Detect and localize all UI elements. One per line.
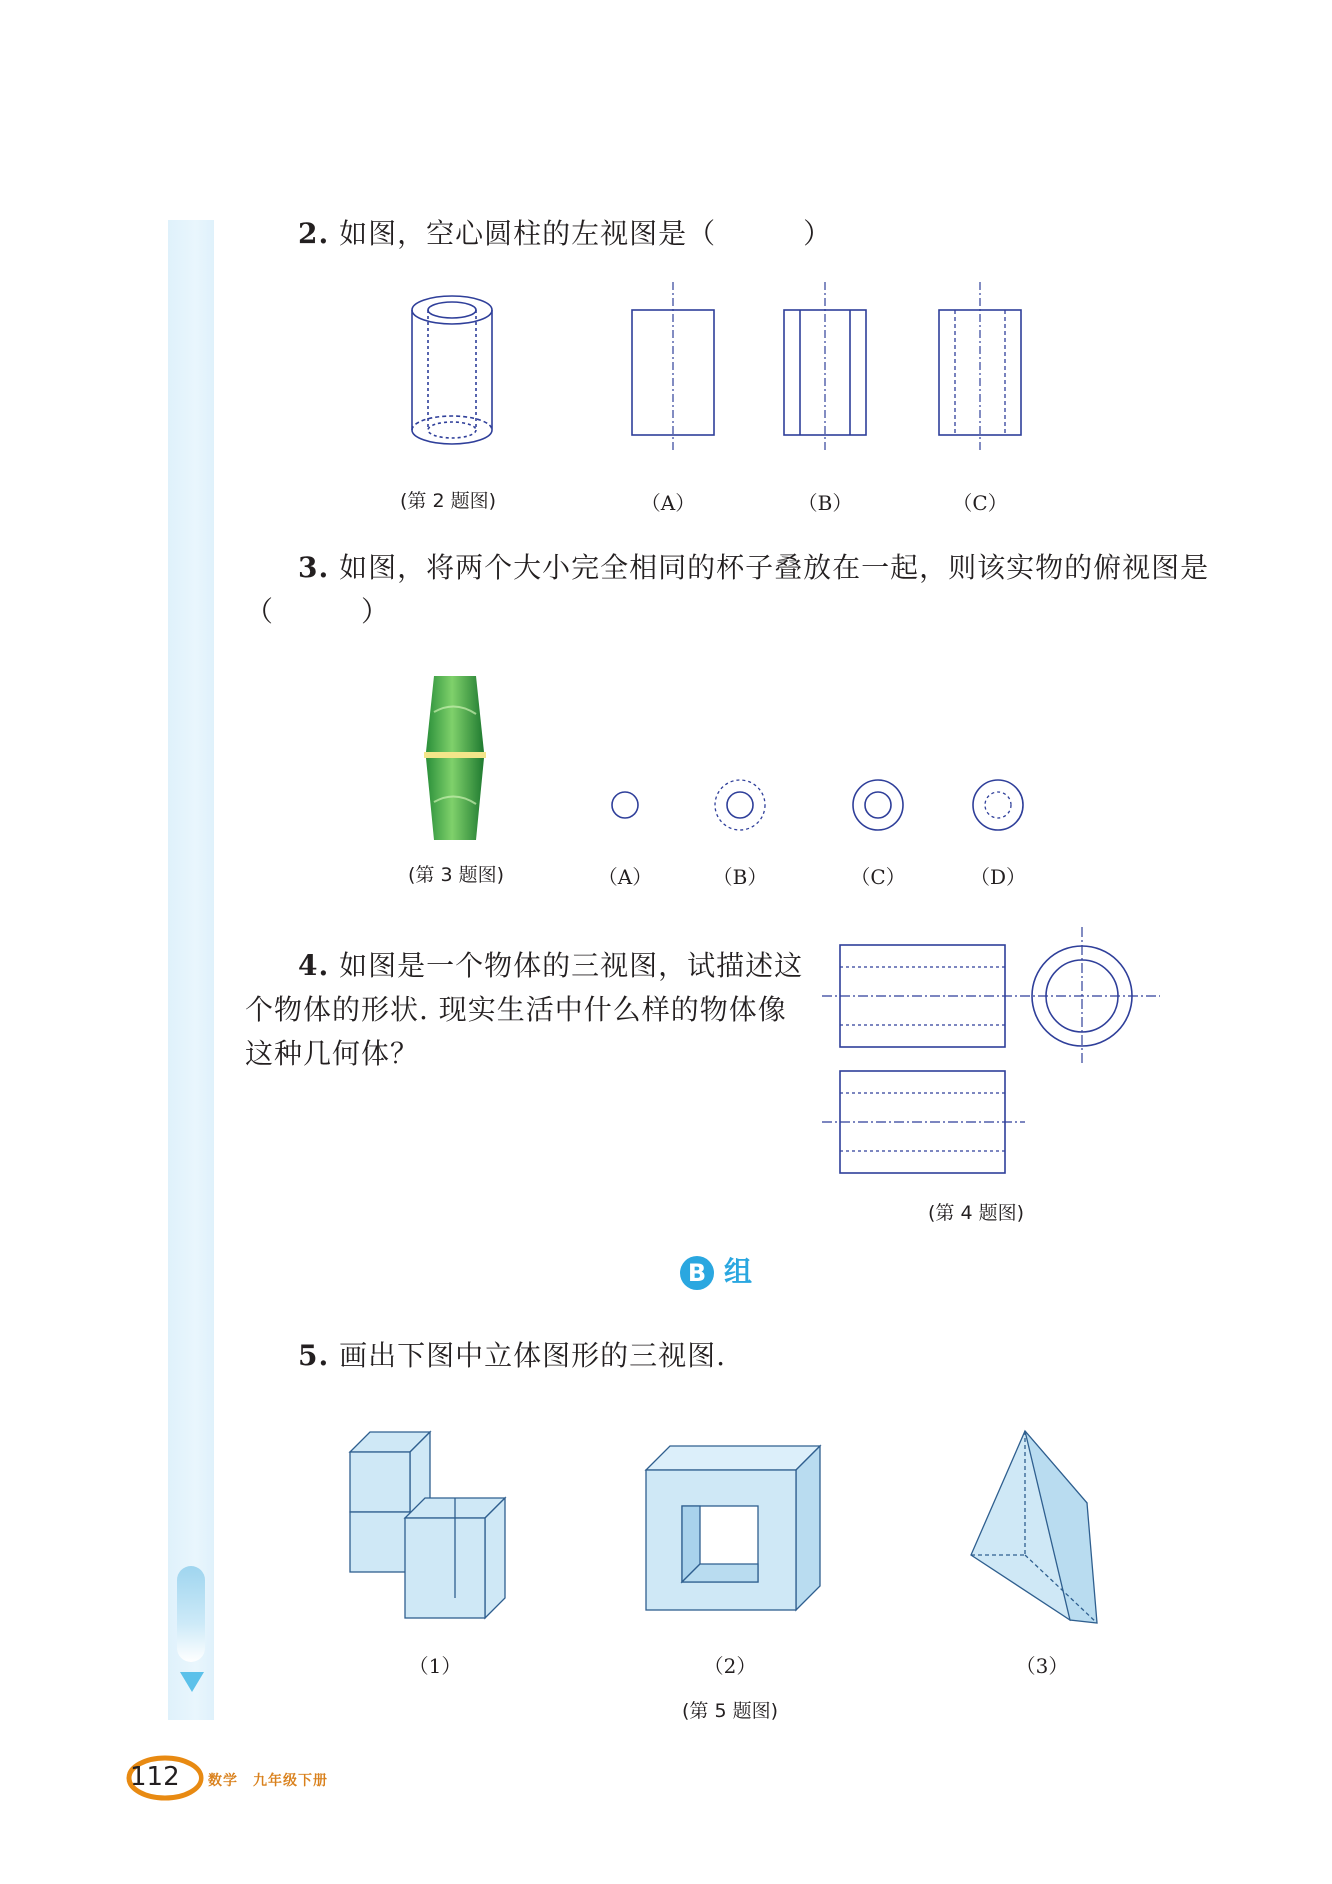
solid-1-stacked-cubes <box>340 1420 520 1630</box>
figure-5-caption: (第 5 题图) <box>682 1700 778 1722</box>
down-arrow-icon <box>180 1672 204 1692</box>
stacked-cups-photo <box>420 672 490 847</box>
group-b-heading <box>680 1250 752 1290</box>
question-3-number: 3. <box>298 551 330 584</box>
question-2-number: 2. <box>298 217 330 250</box>
book-title: 数学 九年级下册 <box>208 1773 328 1789</box>
q3-option-b-figure <box>710 775 770 835</box>
page-number: 112 <box>130 1762 180 1792</box>
q2-option-a-label: （A） <box>640 491 696 515</box>
question-5-text: 画出下图中立体图形的三视图. <box>339 1339 727 1372</box>
q2-option-b-label: （B） <box>797 491 853 515</box>
solid-3-label: （3） <box>1015 1654 1069 1678</box>
hollow-cylinder-figure <box>395 280 515 460</box>
solid-2-hollow-cube <box>640 1440 830 1630</box>
q3-option-d-label: （D） <box>969 865 1027 889</box>
group-b-letter: B <box>680 1256 714 1290</box>
question-4-line1 <box>298 944 803 988</box>
question-4-text-line3: 这种几何体？ <box>245 1037 420 1070</box>
group-b-label: 组 <box>724 1255 753 1288</box>
solid-3-triangular-prism <box>965 1425 1105 1635</box>
three-view-drawing <box>820 925 1170 1190</box>
solid-2-label: （2） <box>703 1654 757 1678</box>
q3-option-a-label: （A） <box>597 865 653 889</box>
question-5-number: 5. <box>298 1339 330 1372</box>
question-3-text-line1: 如图，将两个大小完全相同的杯子叠放在一起，则该实物的俯视图是 <box>339 551 1210 584</box>
question-5 <box>298 1334 726 1378</box>
question-3-text-line2: （ ） <box>245 595 391 628</box>
q3-option-b-label: （B） <box>712 865 768 889</box>
sidebar-strip <box>168 220 214 1720</box>
figure-3-caption: (第 3 题图) <box>408 864 504 886</box>
q3-option-c-figure <box>848 775 908 835</box>
question-4-number: 4. <box>298 949 330 982</box>
question-2-text: 如图，空心圆柱的左视图是（ ） <box>339 217 833 250</box>
q3-option-d-figure <box>968 775 1028 835</box>
figure-4-caption: (第 4 题图) <box>928 1202 1024 1224</box>
figure-2-caption: (第 2 题图) <box>400 490 496 512</box>
sidebar-pill-decoration <box>177 1566 205 1662</box>
question-4-text-line1: 如图是一个物体的三视图，试描述这 <box>339 949 804 982</box>
q2-option-b-figure <box>772 280 882 455</box>
question-3 <box>298 546 1209 590</box>
solid-1-label: （1） <box>408 1654 462 1678</box>
question-4-text-line2: 个物体的形状. 现实生活中什么样的物体像 <box>245 993 787 1026</box>
q2-option-a-figure <box>620 280 730 455</box>
q2-option-c-label: （C） <box>952 491 1008 515</box>
q3-option-c-label: （C） <box>850 865 906 889</box>
q3-option-a-figure <box>600 780 650 830</box>
question-2 <box>298 212 832 256</box>
q2-option-c-figure <box>927 280 1037 455</box>
